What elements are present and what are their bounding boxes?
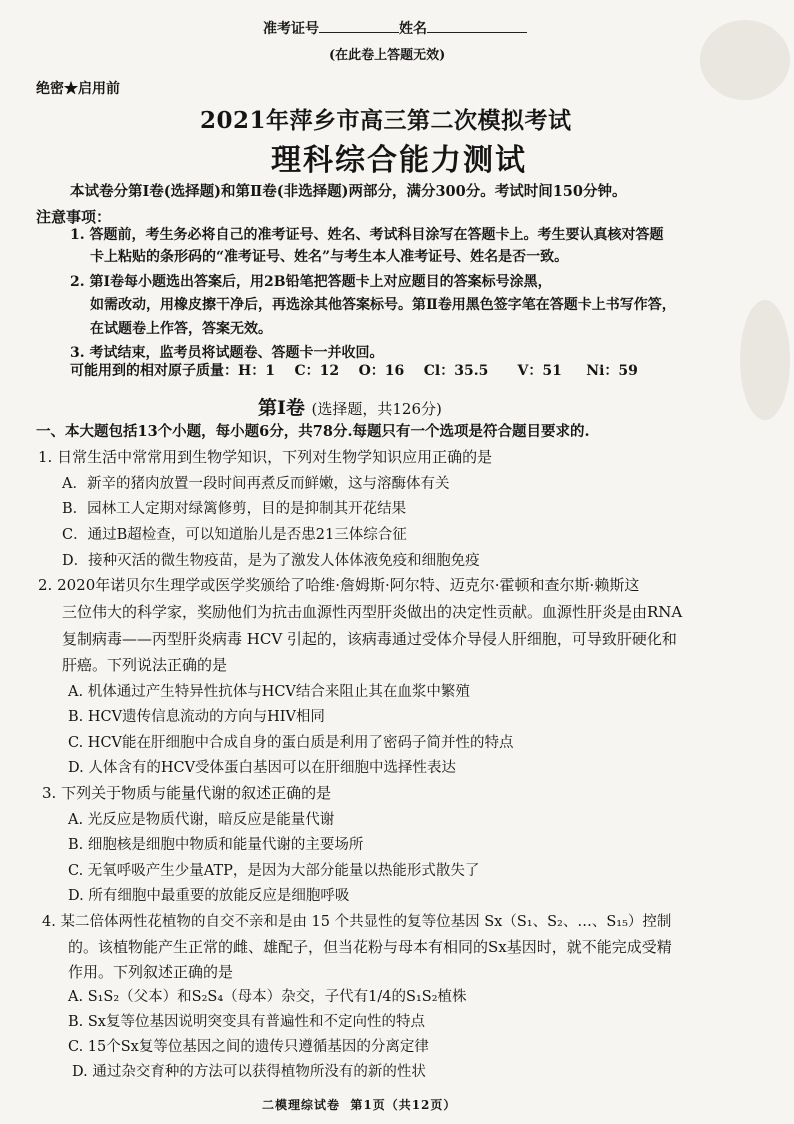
- question-4-stem: 的。该植物能产生正常的雌、雄配子，但当花粉与母本有相同的Sx基因时，就不能完成受精: [68, 938, 672, 956]
- question-2-stem: 复制病毒——丙型肝炎病毒 HCV 引起的，该病毒通过受体介导侵人肝细胞，可导致肝硬化和: [62, 630, 677, 648]
- question-1-option-c[interactable]: C．通过B超检查，可以知道胎儿是否患21三体综合征: [62, 527, 407, 543]
- question-4-stem: 4. 某二倍体两性花植物的自交不亲和是由 15 个共显性的复等位基因 Sx（S₁、S₂、…、S₁₅）控制: [42, 914, 672, 930]
- invalid-note: (在此卷上答题无效): [329, 48, 446, 63]
- question-3-option-d[interactable]: D. 所有细胞中最重要的放能反应是细胞呼吸: [68, 888, 350, 904]
- note-line: 卡上粘贴的条形码的“准考证号、姓名”与考生本人准考证号、姓名是否一致。: [90, 249, 569, 265]
- exam-id-label: 准考证号: [263, 21, 319, 37]
- question-3-stem: 3. 下列关于物质与能量代谢的叙述正确的是: [42, 784, 332, 802]
- section-title: [258, 393, 442, 420]
- question-1-option-a[interactable]: A．新辛的猪肉放置一段时间再煮反而鲜嫩，这与溶酶体有关: [62, 476, 450, 492]
- question-2-stem: 肝癌。下列说法正确的是: [62, 656, 228, 674]
- question-2-option-a[interactable]: A. 机体通过产生特异性抗体与HCV结合来阻止其在血浆中繁殖: [68, 684, 470, 700]
- question-1-option-d[interactable]: D．接种灭活的微生物疫苗，是为了激发人体体液免疫和细胞免疫: [62, 553, 480, 569]
- part-instruction: 一、本大题包括13个小题，每小题6分，共78分.每题只有一个选项是符合题目要求的.: [36, 423, 590, 440]
- note-line: 如需改动，用橡皮擦干净后，再选涂其他答案标号。第Ⅱ卷用黑色签字笔在答题卡上书写作答，: [90, 297, 676, 313]
- page-footer: 二模理综试卷 第1页（共12页）: [262, 1098, 457, 1112]
- question-2-option-b[interactable]: B. HCV遗传信息流动的方向与HIV相同: [68, 709, 325, 725]
- question-3-option-c[interactable]: C. 无氧呼吸产生少量ATP，是因为大部分能量以热能形式散失了: [68, 863, 480, 879]
- question-4-option-c[interactable]: C. 15个Sx复等位基因之间的遗传只遵循基因的分离定律: [68, 1039, 429, 1055]
- note-line: 1. 答题前，考生务必将自己的准考证号、姓名、考试科目涂写在答题卡上。考生要认真核对答题: [70, 227, 664, 243]
- question-4-stem: 作用。下列叙述正确的是: [68, 963, 234, 981]
- question-2-option-c[interactable]: C. HCV能在肝细胞中合成自身的蛋白质是利用了密码子简并性的特点: [68, 735, 514, 751]
- paper-stain: [700, 20, 790, 100]
- exam-id-row: [263, 18, 527, 38]
- name-label: 姓名: [399, 21, 427, 37]
- scope-line: 本试卷分第Ⅰ卷(选择题)和第Ⅱ卷(非选择题)两部分，满分300分。考试时间150分钟。: [70, 183, 627, 200]
- secret-label: 绝密★启用前: [36, 81, 120, 97]
- atomic-mass-line: 可能用到的相对原子质量：H：1 C：12 O：16 Cl：35.5 V：51 Ni：59: [70, 363, 638, 379]
- question-1-stem: 1. 日常生活中常常用到生物学知识，下列对生物学知识应用正确的是: [38, 448, 493, 466]
- notes-heading: 注意事项：: [36, 208, 112, 226]
- question-2-option-d[interactable]: D. 人体含有的HCV受体蛋白基因可以在肝细胞中选择性表达: [68, 760, 457, 776]
- section-title-note: (选择题，共126分): [311, 400, 442, 418]
- note-line: 在试题卷上作答，答案无效。: [90, 321, 272, 337]
- exam-id-field[interactable]: [319, 18, 399, 33]
- paper-stain: [740, 300, 790, 420]
- question-1-option-b[interactable]: B．园林工人定期对绿篱修剪，目的是抑制其开花结果: [62, 501, 407, 517]
- question-3-option-b[interactable]: B. 细胞核是细胞中物质和能量代谢的主要场所: [68, 837, 364, 853]
- question-4-option-b[interactable]: B. Sx复等位基因说明突变具有普遍性和不定向性的特点: [68, 1014, 425, 1030]
- exam-title: 2021年萍乡市高三第二次模拟考试: [200, 107, 572, 134]
- exam-subtitle: 理科综合能力测试: [271, 143, 527, 178]
- question-4-option-d[interactable]: D. 通过杂交育种的方法可以获得植物所没有的新的性状: [72, 1064, 426, 1080]
- name-field[interactable]: [427, 18, 527, 33]
- note-line: 2. 第Ⅰ卷每小题选出答案后，用2B铅笔把答题卡上对应题目的答案标号涂黑，: [70, 274, 552, 290]
- question-2-stem: 三位伟大的科学家，奖励他们为抗击血源性丙型肝炎做出的决定性贡献。血源性肝炎是由RNA: [62, 603, 683, 621]
- question-2-stem: 2. 2020年诺贝尔生理学或医学奖颁给了哈维·詹姆斯·阿尔特、迈克尔·霍顿和查尔斯·赖斯这: [38, 576, 640, 594]
- question-4-option-a[interactable]: A. S₁S₂（父本）和S₂S₄（母本）杂交，子代有1/4的S₁S₂植株: [68, 989, 467, 1005]
- section-title-main: 第Ⅰ卷: [258, 397, 305, 419]
- question-3-option-a[interactable]: A. 光反应是物质代谢，暗反应是能量代谢: [68, 812, 335, 828]
- note-line: 3. 考试结束，监考员将试题卷、答题卡一并收回。: [70, 345, 384, 361]
